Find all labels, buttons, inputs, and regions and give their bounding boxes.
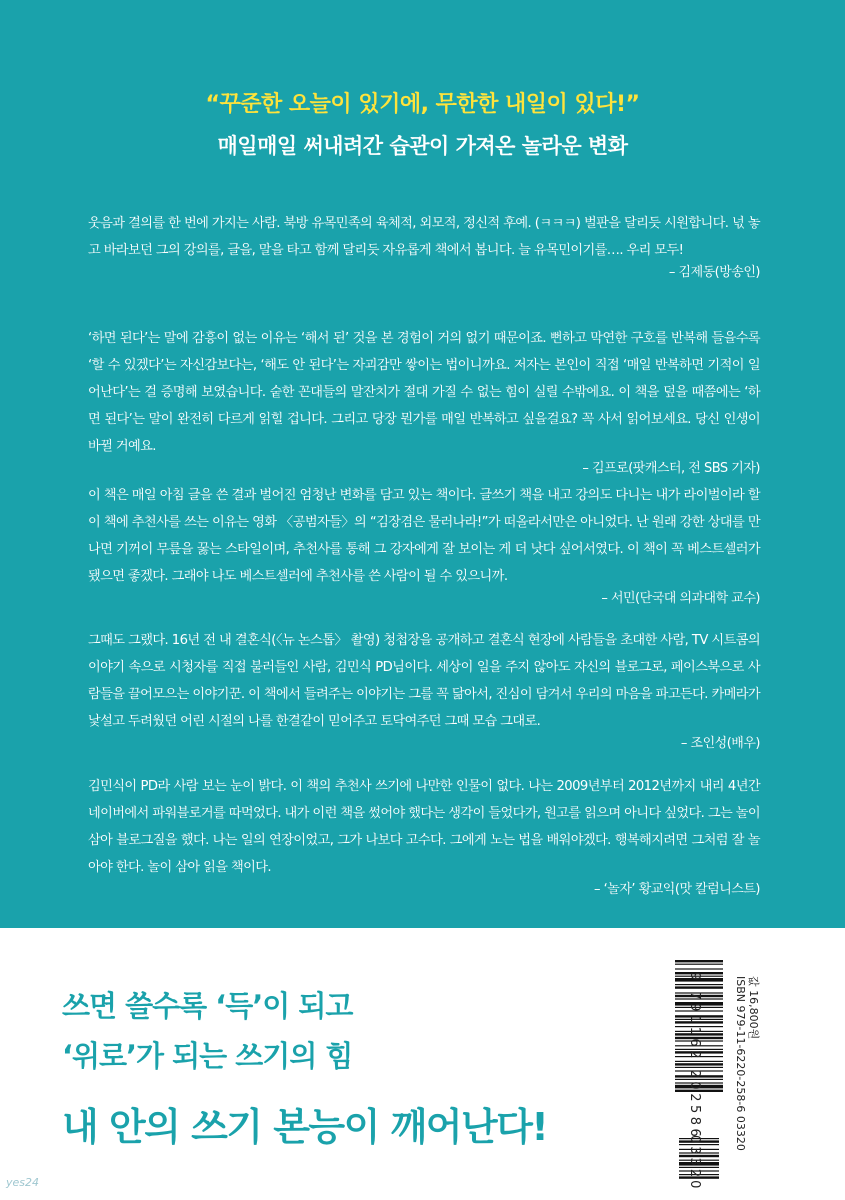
recommendation-blurb [88,325,760,480]
blurb-text: 웃음과 결의를 한 번에 가지는 사람. 북방 유목민족의 육체적, 외모적, 정신적 후예. (ㅋㅋㅋ) 벌판을 달리듯 시원합니다. 넋 놓고 바라보던 그의 강의를, 글을, 말을 타고 함께 달리듯 자유롭게 책에서 봅니다. 늘 유목민이기를…. 우리 모두! [88,216,760,258]
blurb-author: – 조인성(배우) [680,736,760,751]
blurb-author: – 서민(단국대 의과대학 교수) [601,591,760,606]
blurb-text: ‘하면 된다’는 말에 감흥이 없는 이유는 ‘해서 된’ 것을 본 경험이 거의 없기 때문이죠. 뻔하고 막연한 구호를 반복해 들을수록 ‘할 수 있겠다’는 자신감보다는, ‘해도 안 된다’는 자괴감만 쌓이는 법이니까요. 저자는 본인이 직접 ‘매일 반복하면 기적이 일어난다’는 걸 증명해 보였습니다. 숱한 꼰대들의 말잔치가 절대 가질 수 없는 힘이 실릴 수밖에요. 이 책을 덮을 때쯤에는 ‘하면 된다’는 말이 완전히 다르게 읽힐 겁니다. 그리고 당장 뭔가를 매일 반복하고 싶을걸요? 꼭 사서 읽어보세요. 당신 인생이 바뀔 거예요. [88,331,760,454]
blurb-author: – 김제동(방송인) [668,265,760,280]
barcode-bar [675,964,723,965]
blurb-text: 김민식이 PD라 사람 보는 눈이 밝다. 이 책의 추천사 쓰기에 나만한 인물이 없다. 나는 2009년부터 2012년까지 내리 4년간 네이버에서 파워블로거를 따먹었다. 내가 이런 책을 썼어야 했다는 생각이 들었다가, 원고를 읽으며 아니다 싶었다. 그는 놀이 삼아 블로그질을 했다. 나는 일의 연장이었고, 그가 나보다 고수다. 그에게 노는 법을 배워야겠다. 행복해지려면 그처럼 잘 놀아야 한다. 놀이 삼아 읽을 책이다. [88,779,760,875]
recommendation-blurb [88,627,760,755]
barcode-bar [675,968,723,969]
recommendation-blurb [88,773,760,901]
headline-subtitle: 매일매일 써내려간 습관이 가져온 놀라운 변화 [217,134,628,158]
recommendation-blurb [88,482,760,610]
recommendation-blurb [88,210,760,284]
price-text: 값 16,800원 [747,976,760,1040]
blurb-text: 그때도 그랬다. 16년 전 내 결혼식(〈뉴 논스톱〉 촬영) 청첩장을 공개하고 결혼식 현장에 사람들을 초대한 사람, TV 시트콤의 이야기 속으로 시청자를 직접 불러들인 사람, 김민식 PD님이다. 세상이 일을 주지 않아도 자신의 블로그로, 페이스북으로 사람들을 끌어모으는 이야기꾼. 이 책에서 들려주는 이야기는 그를 꼭 닮아서, 진심이 담겨서 우리의 마음을 파고든다. 카메라가 낯설고 두려웠던 어린 시절의 나를 한결같이 믿어주고 토닥여주던 그때 모습 그대로. [88,633,760,729]
tagline-line-1: 쓰면 쓸수록 ‘득’이 되고 [62,989,353,1023]
tagline-line-2: ‘위로’가 되는 쓰기의 힘 [62,1039,353,1073]
headline-quote: “꾸준한 오늘이 있기에, 무한한 내일이 있다!” [205,92,640,117]
barcode-bar [675,960,723,962]
watermark-logo: yes24 [6,1176,40,1189]
isbn-text: ISBN 979-11-6220-258-6 03320 [734,976,747,1151]
barcode-bars [675,960,735,1192]
price-label [747,976,768,1040]
blurb-text: 이 책은 매일 아침 글을 쓴 결과 벌어진 엄청난 변화를 담고 있는 책이다. 글쓰기 책을 내고 강의도 다니는 내가 라이벌이라 할 이 책에 추천사를 쓰는 이유는 영화 〈공범자들〉의 “김장겸은 물러나라!”가 떠올라서만은 아니었다. 난 원래 강한 상대를 만나면 기꺼이 무릎을 꿇는 스타일이며, 추천사를 통해 그 강자에게 잘 보이는 게 더 낫다 싶어서였다. 이 책이 꼭 베스트셀러가 됐으면 좋겠다. 그래야 나도 베스트셀러에 추천사를 쓴 사람이 될 수 있으니까. [88,488,760,584]
blurb-author: – ‘놀자’ 황교익(맛 칼럼니스트) [594,882,760,897]
barcode-digits-text: 9 791162 202586 [687,972,702,1141]
tagline-main: 내 안의 쓰기 본능이 깨어난다! [62,1105,548,1149]
barcode-addon-text: 03320 [687,1135,702,1192]
blurb-author: – 김프로(팟캐스터, 전 SBS 기자) [582,461,760,476]
